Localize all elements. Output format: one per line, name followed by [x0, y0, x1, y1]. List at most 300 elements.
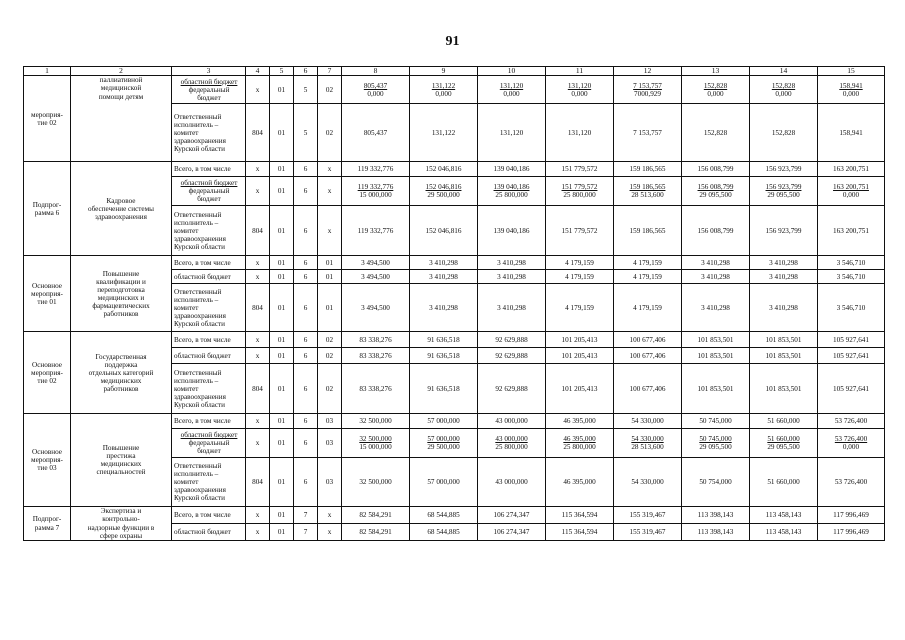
- code-cell: 6: [294, 458, 318, 507]
- amount-cell: 131,120: [546, 104, 614, 162]
- cell-line: 0,000: [842, 89, 860, 98]
- amount-cell: 82 584,291: [342, 524, 410, 541]
- code-cell: 01: [270, 76, 294, 104]
- amount-cell: 53 726,400: [818, 414, 885, 429]
- program-code-cell: мероприя- тие 02: [24, 76, 71, 162]
- amount-cell: 113 398,143: [682, 524, 750, 541]
- funding-source-cell: [172, 429, 246, 458]
- cell-line: 163 200,751: [833, 183, 869, 192]
- program-name-cell: Повышение престижа медицинских специальностей: [71, 414, 172, 507]
- cell-line: 15 000,000: [359, 443, 392, 452]
- cell-line: 46 395,000: [563, 435, 596, 444]
- code-cell: 01: [270, 270, 294, 284]
- amount-cell: 46 395,000: [546, 458, 614, 507]
- amount-cell: 100 677,406: [614, 348, 682, 364]
- amount-cell: 54 330,000: [614, 414, 682, 429]
- amount-cell: 105 927,641: [818, 332, 885, 348]
- amount-cell: 151 779,572: [546, 206, 614, 256]
- table-row: [24, 162, 885, 177]
- program-code-cell: Основное мероприя- тие 02: [24, 332, 71, 414]
- cell-line: 156 008,799: [697, 183, 734, 192]
- amount-cell: [750, 429, 818, 458]
- column-number: 10: [478, 67, 546, 76]
- code-cell: 6: [294, 332, 318, 348]
- funding-source-line: федеральный: [188, 187, 230, 196]
- cell-line: 7000,929: [634, 89, 661, 98]
- budget-table: [23, 66, 885, 541]
- amount-cell: 3 410,298: [410, 270, 478, 284]
- cell-line: 29 095,500: [699, 443, 732, 452]
- code-cell: х: [318, 162, 342, 177]
- funding-source-line: бюджет: [197, 195, 221, 204]
- cell-line: 0,000: [503, 89, 520, 98]
- amount-cell: 159 186,565: [614, 162, 682, 177]
- code-cell: 01: [270, 256, 294, 270]
- amount-cell: 3 410,298: [682, 270, 750, 284]
- cell-line: 29 500,000: [427, 443, 460, 452]
- code-cell: 01: [270, 429, 294, 458]
- amount-cell: [342, 76, 410, 104]
- cell-line: 29 095,500: [767, 443, 800, 452]
- program-name-cell: Кадровое обеспечение системы здравоохранения: [71, 162, 172, 256]
- amount-cell: 91 636,518: [410, 348, 478, 364]
- amount-cell: 106 274,347: [478, 507, 546, 524]
- code-cell: 7: [294, 524, 318, 541]
- column-number: 12: [614, 67, 682, 76]
- amount-cell: 3 546,710: [818, 270, 885, 284]
- code-cell: х: [318, 206, 342, 256]
- table-row: [24, 332, 885, 348]
- code-cell: 804: [246, 364, 270, 414]
- column-number: 14: [750, 67, 818, 76]
- code-cell: х: [246, 256, 270, 270]
- column-number: 2: [71, 67, 172, 76]
- amount-cell: [750, 177, 818, 206]
- code-cell: 01: [270, 507, 294, 524]
- amount-cell: 4 179,159: [546, 256, 614, 270]
- code-cell: х: [318, 177, 342, 206]
- amount-cell: 92 629,888: [478, 332, 546, 348]
- amount-cell: 101 205,413: [546, 364, 614, 414]
- amount-cell: 101 853,501: [682, 348, 750, 364]
- program-name-cell: паллиативной медицинской помощи детям: [71, 76, 172, 162]
- amount-cell: 3 410,298: [682, 284, 750, 332]
- program-code-cell: Основное мероприя- тие 01: [24, 256, 71, 332]
- cell-line: 131,122: [431, 81, 456, 90]
- amount-cell: 119 332,776: [342, 206, 410, 256]
- amount-cell: 115 364,594: [546, 524, 614, 541]
- amount-cell: 131,122: [410, 104, 478, 162]
- code-cell: 02: [318, 104, 342, 162]
- program-code-cell: Подпрог- рамма 6: [24, 162, 71, 256]
- cell-line: 151 779,572: [561, 183, 598, 192]
- cell-line: 0,000: [775, 89, 792, 98]
- code-cell: х: [246, 348, 270, 364]
- amount-cell: 113 458,143: [750, 507, 818, 524]
- cell-line: 0,000: [707, 89, 724, 98]
- amount-cell: 7 153,757: [614, 104, 682, 162]
- funding-source-cell: Всего, в том числе: [172, 162, 246, 177]
- cell-line: 32 500,000: [359, 435, 392, 444]
- amount-cell: 68 544,885: [410, 524, 478, 541]
- amount-cell: 50 754,000: [682, 458, 750, 507]
- amount-cell: 50 745,000: [682, 414, 750, 429]
- amount-cell: 101 205,413: [546, 348, 614, 364]
- column-number: 1: [24, 67, 71, 76]
- cell-line: 119 332,776: [357, 183, 394, 192]
- code-cell: 01: [270, 524, 294, 541]
- code-cell: 01: [270, 414, 294, 429]
- amount-cell: 105 927,641: [818, 348, 885, 364]
- page-number: 91: [445, 34, 460, 49]
- funding-source-cell: Всего, в том числе: [172, 414, 246, 429]
- amount-cell: 151 779,572: [546, 162, 614, 177]
- table-row: [24, 256, 885, 270]
- amount-cell: [750, 76, 818, 104]
- amount-cell: 92 629,888: [478, 348, 546, 364]
- program-code-cell: Подпрог- рамма 7: [24, 507, 71, 540]
- amount-cell: [614, 429, 682, 458]
- cell-line: 158,941: [839, 81, 863, 90]
- cell-line: 0,000: [842, 191, 860, 200]
- amount-cell: 3 410,298: [410, 256, 478, 270]
- code-cell: 01: [318, 284, 342, 332]
- funding-source-line: федеральный: [188, 85, 230, 94]
- amount-cell: 3 546,710: [818, 256, 885, 270]
- code-cell: х: [246, 524, 270, 541]
- code-cell: 02: [318, 332, 342, 348]
- amount-cell: 152 046,816: [410, 162, 478, 177]
- code-cell: 01: [270, 332, 294, 348]
- amount-cell: 156 008,799: [682, 206, 750, 256]
- code-cell: 01: [270, 284, 294, 332]
- program-name-cell: Государственная поддержка отдельных категорий медицинских работников: [71, 332, 172, 414]
- table-row: [24, 507, 885, 524]
- amount-cell: 83 338,276: [342, 348, 410, 364]
- amount-cell: 3 410,298: [478, 270, 546, 284]
- amount-cell: [410, 76, 478, 104]
- amount-cell: 156 923,799: [750, 162, 818, 177]
- amount-cell: 83 338,276: [342, 364, 410, 414]
- cell-line: 25 800,000: [563, 443, 596, 452]
- code-cell: 6: [294, 162, 318, 177]
- column-number: 5: [270, 67, 294, 76]
- amount-cell: [342, 177, 410, 206]
- code-cell: 804: [246, 284, 270, 332]
- amount-cell: 4 179,159: [546, 284, 614, 332]
- funding-source-cell: Всего, в том числе: [172, 507, 246, 524]
- code-cell: х: [318, 524, 342, 541]
- funding-source-line: областной бюджет: [180, 77, 238, 86]
- funding-source-line: бюджет: [197, 93, 221, 102]
- amount-cell: 106 274,347: [478, 524, 546, 541]
- amount-cell: [478, 429, 546, 458]
- cell-line: 29 500,000: [427, 191, 460, 200]
- cell-line: 57 000,000: [427, 435, 460, 444]
- amount-cell: 51 660,000: [750, 414, 818, 429]
- funding-source-line: федеральный: [188, 439, 230, 448]
- cell-line: 53 726,400: [834, 435, 868, 444]
- amount-cell: 91 636,518: [410, 364, 478, 414]
- amount-cell: 4 179,159: [614, 270, 682, 284]
- cell-line: 0,000: [435, 89, 452, 98]
- amount-cell: 3 410,298: [750, 256, 818, 270]
- amount-cell: [614, 76, 682, 104]
- amount-cell: 139 040,186: [478, 162, 546, 177]
- code-cell: 03: [318, 458, 342, 507]
- code-cell: 01: [270, 162, 294, 177]
- amount-cell: [818, 76, 885, 104]
- amount-cell: [478, 76, 546, 104]
- funding-source-cell: областной бюджет: [172, 270, 246, 284]
- cell-line: 0,000: [367, 89, 384, 98]
- amount-cell: 113 398,143: [682, 507, 750, 524]
- amount-cell: 57 000,000: [410, 414, 478, 429]
- code-cell: 6: [294, 364, 318, 414]
- code-cell: 6: [294, 206, 318, 256]
- column-number: 3: [172, 67, 246, 76]
- amount-cell: 139 040,186: [478, 206, 546, 256]
- amount-cell: 3 494,500: [342, 284, 410, 332]
- amount-cell: 105 927,641: [818, 364, 885, 414]
- amount-cell: 156 923,799: [750, 206, 818, 256]
- amount-cell: 43 000,000: [478, 414, 546, 429]
- amount-cell: 131,120: [478, 104, 546, 162]
- amount-cell: 115 364,594: [546, 507, 614, 524]
- table-row: [24, 414, 885, 429]
- table-row: [24, 76, 885, 104]
- code-cell: 01: [270, 177, 294, 206]
- amount-cell: 152,828: [750, 104, 818, 162]
- cell-line: 43 000,000: [495, 435, 528, 444]
- funding-source-cell: областной бюджет: [172, 348, 246, 364]
- funding-source-cell: Ответственный исполнитель – комитет здравоохранения Курской области: [172, 284, 246, 332]
- column-number: 9: [410, 67, 478, 76]
- amount-cell: 152 046,816: [410, 206, 478, 256]
- code-cell: 804: [246, 104, 270, 162]
- program-code-cell: Основное мероприя- тие 03: [24, 414, 71, 507]
- amount-cell: [546, 429, 614, 458]
- amount-cell: 158,941: [818, 104, 885, 162]
- cell-line: 7 153,757: [633, 81, 662, 90]
- funding-source-cell: Ответственный исполнитель – комитет здравоохранения Курской области: [172, 364, 246, 414]
- amount-cell: 3 410,298: [410, 284, 478, 332]
- amount-cell: 91 636,518: [410, 332, 478, 348]
- amount-cell: 3 410,298: [478, 284, 546, 332]
- amount-cell: 163 200,751: [818, 162, 885, 177]
- amount-cell: [546, 177, 614, 206]
- cell-line: 25 800,000: [563, 191, 596, 200]
- code-cell: 6: [294, 414, 318, 429]
- code-cell: х: [246, 507, 270, 524]
- amount-cell: 101 853,501: [750, 364, 818, 414]
- amount-cell: [818, 177, 885, 206]
- amount-cell: 3 410,298: [750, 270, 818, 284]
- amount-cell: 100 677,406: [614, 364, 682, 414]
- amount-cell: 46 395,000: [546, 414, 614, 429]
- cell-line: 29 095,500: [767, 191, 800, 200]
- cell-line: 28 513,600: [631, 443, 664, 452]
- amount-cell: 82 584,291: [342, 507, 410, 524]
- code-cell: 804: [246, 206, 270, 256]
- cell-line: 28 513,600: [631, 191, 664, 200]
- code-cell: х: [246, 76, 270, 104]
- amount-cell: 805,437: [342, 104, 410, 162]
- funding-source-cell: Всего, в том числе: [172, 256, 246, 270]
- amount-cell: 32 500,000: [342, 414, 410, 429]
- cell-line: 156 923,799: [765, 183, 802, 192]
- amount-cell: 101 205,413: [546, 332, 614, 348]
- column-number: 11: [546, 67, 614, 76]
- amount-cell: 117 996,469: [818, 524, 885, 541]
- code-cell: 5: [294, 76, 318, 104]
- amount-cell: 156 008,799: [682, 162, 750, 177]
- amount-cell: 53 726,400: [818, 458, 885, 507]
- program-name-cell: Экспертиза и контрольно- надзорные функции в сфере охраны: [71, 507, 172, 540]
- amount-cell: 117 996,469: [818, 507, 885, 524]
- amount-cell: [342, 429, 410, 458]
- amount-cell: 3 494,500: [342, 270, 410, 284]
- code-cell: 01: [270, 364, 294, 414]
- code-cell: 03: [318, 429, 342, 458]
- amount-cell: [478, 177, 546, 206]
- cell-line: 159 186,565: [629, 183, 666, 192]
- code-cell: 03: [318, 414, 342, 429]
- funding-source-cell: Ответственный исполнитель – комитет здравоохранения Курской области: [172, 104, 246, 162]
- amount-cell: 3 410,298: [478, 256, 546, 270]
- code-cell: 01: [318, 270, 342, 284]
- code-cell: 02: [318, 364, 342, 414]
- cell-line: 131,120: [499, 81, 524, 90]
- code-cell: 7: [294, 507, 318, 524]
- amount-cell: [614, 177, 682, 206]
- amount-cell: 113 458,143: [750, 524, 818, 541]
- cell-line: 152 046,816: [425, 183, 462, 192]
- column-number: 8: [342, 67, 410, 76]
- cell-line: 0,000: [842, 443, 860, 452]
- amount-cell: 92 629,888: [478, 364, 546, 414]
- code-cell: 6: [294, 348, 318, 364]
- amount-cell: [682, 429, 750, 458]
- code-cell: 6: [294, 256, 318, 270]
- code-cell: 02: [318, 348, 342, 364]
- amount-cell: 101 853,501: [750, 348, 818, 364]
- cell-line: 15 000,000: [359, 191, 392, 200]
- amount-cell: 3 410,298: [750, 284, 818, 332]
- amount-cell: [546, 76, 614, 104]
- amount-cell: 152,828: [682, 104, 750, 162]
- cell-line: 805,437: [363, 81, 388, 90]
- funding-source-cell: [172, 76, 246, 104]
- code-cell: 02: [318, 76, 342, 104]
- amount-cell: 101 853,501: [682, 332, 750, 348]
- amount-cell: 4 179,159: [546, 270, 614, 284]
- funding-source-cell: областной бюджет: [172, 524, 246, 541]
- code-cell: 01: [270, 206, 294, 256]
- code-cell: х: [246, 332, 270, 348]
- code-cell: 01: [270, 348, 294, 364]
- amount-cell: 54 330,000: [614, 458, 682, 507]
- column-number: 15: [818, 67, 885, 76]
- code-cell: 01: [270, 104, 294, 162]
- column-number: 7: [318, 67, 342, 76]
- amount-cell: 3 494,500: [342, 256, 410, 270]
- cell-line: 139 040,186: [493, 183, 530, 192]
- code-cell: 01: [270, 458, 294, 507]
- amount-cell: 155 319,467: [614, 507, 682, 524]
- amount-cell: 4 179,159: [614, 256, 682, 270]
- cell-line: 25 800,000: [495, 443, 528, 452]
- amount-cell: 100 677,406: [614, 332, 682, 348]
- code-cell: 01: [318, 256, 342, 270]
- cell-line: 50 745,000: [699, 435, 732, 444]
- funding-source-cell: Всего, в том числе: [172, 332, 246, 348]
- cell-line: 152,828: [771, 81, 796, 90]
- amount-cell: [410, 429, 478, 458]
- amount-cell: [410, 177, 478, 206]
- cell-line: 25 800,000: [495, 191, 528, 200]
- cell-line: 0,000: [571, 89, 588, 98]
- code-cell: х: [246, 177, 270, 206]
- funding-source-line: бюджет: [197, 447, 221, 456]
- amount-cell: 159 186,565: [614, 206, 682, 256]
- amount-cell: 155 319,467: [614, 524, 682, 541]
- amount-cell: [818, 429, 885, 458]
- code-cell: 6: [294, 270, 318, 284]
- column-number: 6: [294, 67, 318, 76]
- cell-line: 152,828: [703, 81, 728, 90]
- column-number: 13: [682, 67, 750, 76]
- amount-cell: 101 853,501: [750, 332, 818, 348]
- code-cell: х: [246, 270, 270, 284]
- code-cell: 5: [294, 104, 318, 162]
- funding-source-cell: Ответственный исполнитель – комитет здравоохранения Курской области: [172, 458, 246, 507]
- funding-source-cell: Ответственный исполнитель – комитет здравоохранения Курской области: [172, 206, 246, 256]
- amount-cell: 43 000,000: [478, 458, 546, 507]
- code-cell: 6: [294, 429, 318, 458]
- amount-cell: 32 500,000: [342, 458, 410, 507]
- amount-cell: 68 544,885: [410, 507, 478, 524]
- cell-line: 131,120: [567, 81, 592, 90]
- amount-cell: 3 546,710: [818, 284, 885, 332]
- code-cell: 6: [294, 177, 318, 206]
- code-cell: х: [246, 429, 270, 458]
- amount-cell: [682, 177, 750, 206]
- column-number-row: [24, 67, 885, 76]
- amount-cell: 83 338,276: [342, 332, 410, 348]
- amount-cell: 51 660,000: [750, 458, 818, 507]
- cell-line: 54 330,000: [631, 435, 664, 444]
- cell-line: 51 660,000: [767, 435, 800, 444]
- amount-cell: 163 200,751: [818, 206, 885, 256]
- code-cell: х: [246, 414, 270, 429]
- code-cell: 804: [246, 458, 270, 507]
- amount-cell: [682, 76, 750, 104]
- cell-line: 29 095,500: [699, 191, 732, 200]
- program-name-cell: Повышение квалификации и переподготовка медицинских и фармацевтических работников: [71, 256, 172, 332]
- funding-source-line: областной бюджет: [180, 431, 238, 440]
- funding-source-line: областной бюджет: [180, 179, 238, 188]
- column-number: 4: [246, 67, 270, 76]
- amount-cell: 57 000,000: [410, 458, 478, 507]
- code-cell: х: [318, 507, 342, 524]
- code-cell: 6: [294, 284, 318, 332]
- amount-cell: 119 332,776: [342, 162, 410, 177]
- code-cell: х: [246, 162, 270, 177]
- amount-cell: 4 179,159: [614, 284, 682, 332]
- amount-cell: 101 853,501: [682, 364, 750, 414]
- funding-source-cell: [172, 177, 246, 206]
